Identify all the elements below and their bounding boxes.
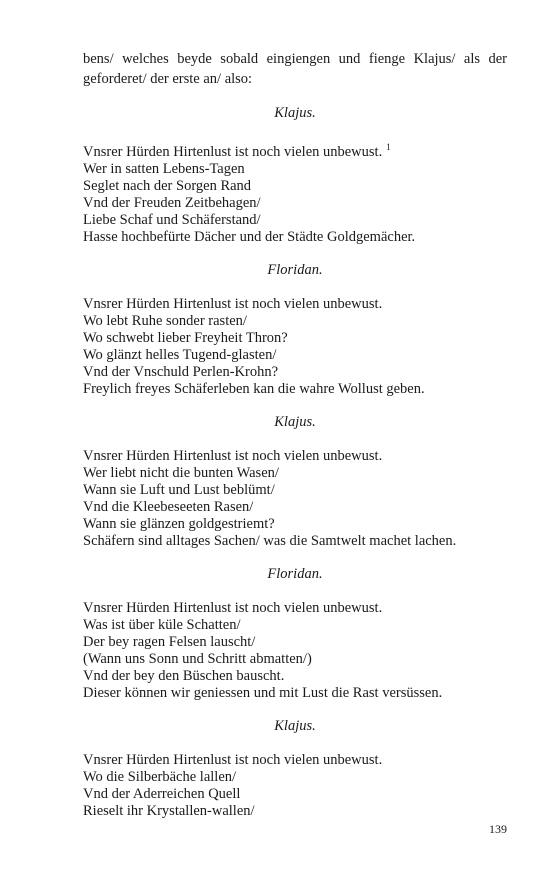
verse-line-text: Vnd die Kleebeseeten Rasen/: [83, 498, 254, 515]
verse-line-text: Vnsrer Hürden Hirtenlust ist noch vielen unbewust.: [83, 751, 383, 768]
intro-line-1: bens/ welches beyde sobald eingiengen und fienge Klajus/ als der: [83, 51, 507, 67]
verse-line-text: Hasse hochbefürte Dächer und der Städte Goldgemächer.: [83, 228, 416, 245]
verse-line: [83, 634, 507, 651]
verse-line-text: Wo schwebt lieber Freyheit Thron?: [83, 329, 288, 346]
verse-line-text: Vnd der Vnschuld Perlen-Krohn?: [83, 363, 279, 380]
verse-line: [83, 685, 507, 702]
verse-line-text: Wo die Silberbäche lallen/: [83, 768, 237, 785]
verse-line: [83, 448, 507, 465]
verse-line-text: Schäfern sind alltages Sachen/ was die Samtwelt machet lachen.: [83, 532, 457, 549]
verse-line: [83, 195, 507, 212]
verse-line: [83, 516, 507, 533]
verse-line-text: Vnsrer Hürden Hirtenlust ist noch vielen unbewust.: [83, 295, 383, 312]
verse-line-text: Vnd der Freuden Zeitbehagen/: [83, 194, 261, 211]
verse-line: [83, 668, 507, 685]
verse-line-text: Freylich freyes Schäferleben kan die wahre Wollust geben.: [83, 380, 425, 397]
verse-line: [83, 313, 507, 330]
verse-lines: [83, 448, 507, 550]
verse-line: [83, 347, 507, 364]
verse-line: [83, 139, 507, 161]
verse-line: [83, 600, 507, 617]
stanza: [83, 103, 507, 246]
verse-line-text: Der bey ragen Felsen lauscht/: [83, 633, 256, 650]
verse-line: [83, 212, 507, 229]
verse-line-text: Vnsrer Hürden Hirtenlust ist noch vielen unbewust.: [83, 447, 383, 464]
page-number: 139: [489, 822, 507, 836]
verse-lines: [83, 296, 507, 398]
verse-lines: [83, 752, 507, 820]
stanza: [83, 564, 507, 702]
verse-line-text: Wann sie glänzen goldgestriemt?: [83, 515, 275, 532]
footnote-mark: 1: [386, 142, 391, 152]
verse-line: [83, 533, 507, 550]
verse-line-text: Seglet nach der Sorgen Rand: [83, 177, 252, 194]
speaker-name: Klajus.: [274, 413, 316, 430]
verse-line: [83, 769, 507, 786]
verse-line-text: Vnd der bey den Büschen bauscht.: [83, 667, 285, 684]
verse-line-text: Vnsrer Hürden Hirtenlust ist noch vielen unbewust.: [83, 599, 383, 616]
speaker-name: Klajus.: [274, 105, 316, 121]
intro-line-2: geforderet/ der erste an/ also:: [83, 71, 253, 87]
verse-line-text: Wer in satten Lebens-Tagen: [83, 160, 245, 177]
verse-line: [83, 803, 507, 820]
verse-line-text: Was ist über küle Schatten/: [83, 616, 241, 633]
verse-line: [83, 499, 507, 516]
verse-line-text: (Wann uns Sonn und Schritt abmatten/): [83, 650, 312, 667]
verse-line-text: Rieselt ihr Krystallen-wallen/: [83, 802, 255, 819]
verse-line-text: Wo glänzt helles Tugend-glasten/: [83, 346, 277, 363]
verse-line-text: Wer liebt nicht die bunten Wasen/: [83, 464, 279, 481]
stanza-list: [83, 103, 507, 820]
speaker-name: Floridan.: [267, 261, 323, 278]
stanza: [83, 716, 507, 820]
verse-line: [83, 752, 507, 769]
verse-line-text: Liebe Schaf und Schäferstand/: [83, 211, 261, 228]
page-body: [83, 49, 507, 820]
verse-line-text: Vnd der Aderreichen Quell: [83, 785, 241, 802]
verse-line: [83, 296, 507, 313]
verse-lines: [83, 139, 507, 246]
verse-line-text: Vnsrer Hürden Hirtenlust ist noch vielen unbewust.: [83, 143, 383, 160]
verse-lines: [83, 600, 507, 702]
verse-line: [83, 381, 507, 398]
intro-paragraph: [83, 49, 507, 89]
verse-line: [83, 786, 507, 803]
verse-line: [83, 178, 507, 195]
verse-line-text: Wann sie Luft und Lust beblümt/: [83, 481, 275, 498]
speaker-name: Floridan.: [267, 565, 323, 582]
stanza: [83, 260, 507, 398]
verse-line: [83, 617, 507, 634]
verse-line: [83, 229, 507, 246]
verse-line: [83, 364, 507, 381]
verse-line: [83, 465, 507, 482]
verse-line: [83, 482, 507, 499]
verse-line: [83, 651, 507, 668]
verse-line: [83, 330, 507, 347]
verse-line-text: Dieser können wir geniessen und mit Lust die Rast versüssen.: [83, 684, 443, 701]
verse-line: [83, 161, 507, 178]
speaker-name: Klajus.: [274, 717, 316, 734]
stanza: [83, 412, 507, 550]
verse-line-text: Wo lebt Ruhe sonder rasten/: [83, 312, 247, 329]
